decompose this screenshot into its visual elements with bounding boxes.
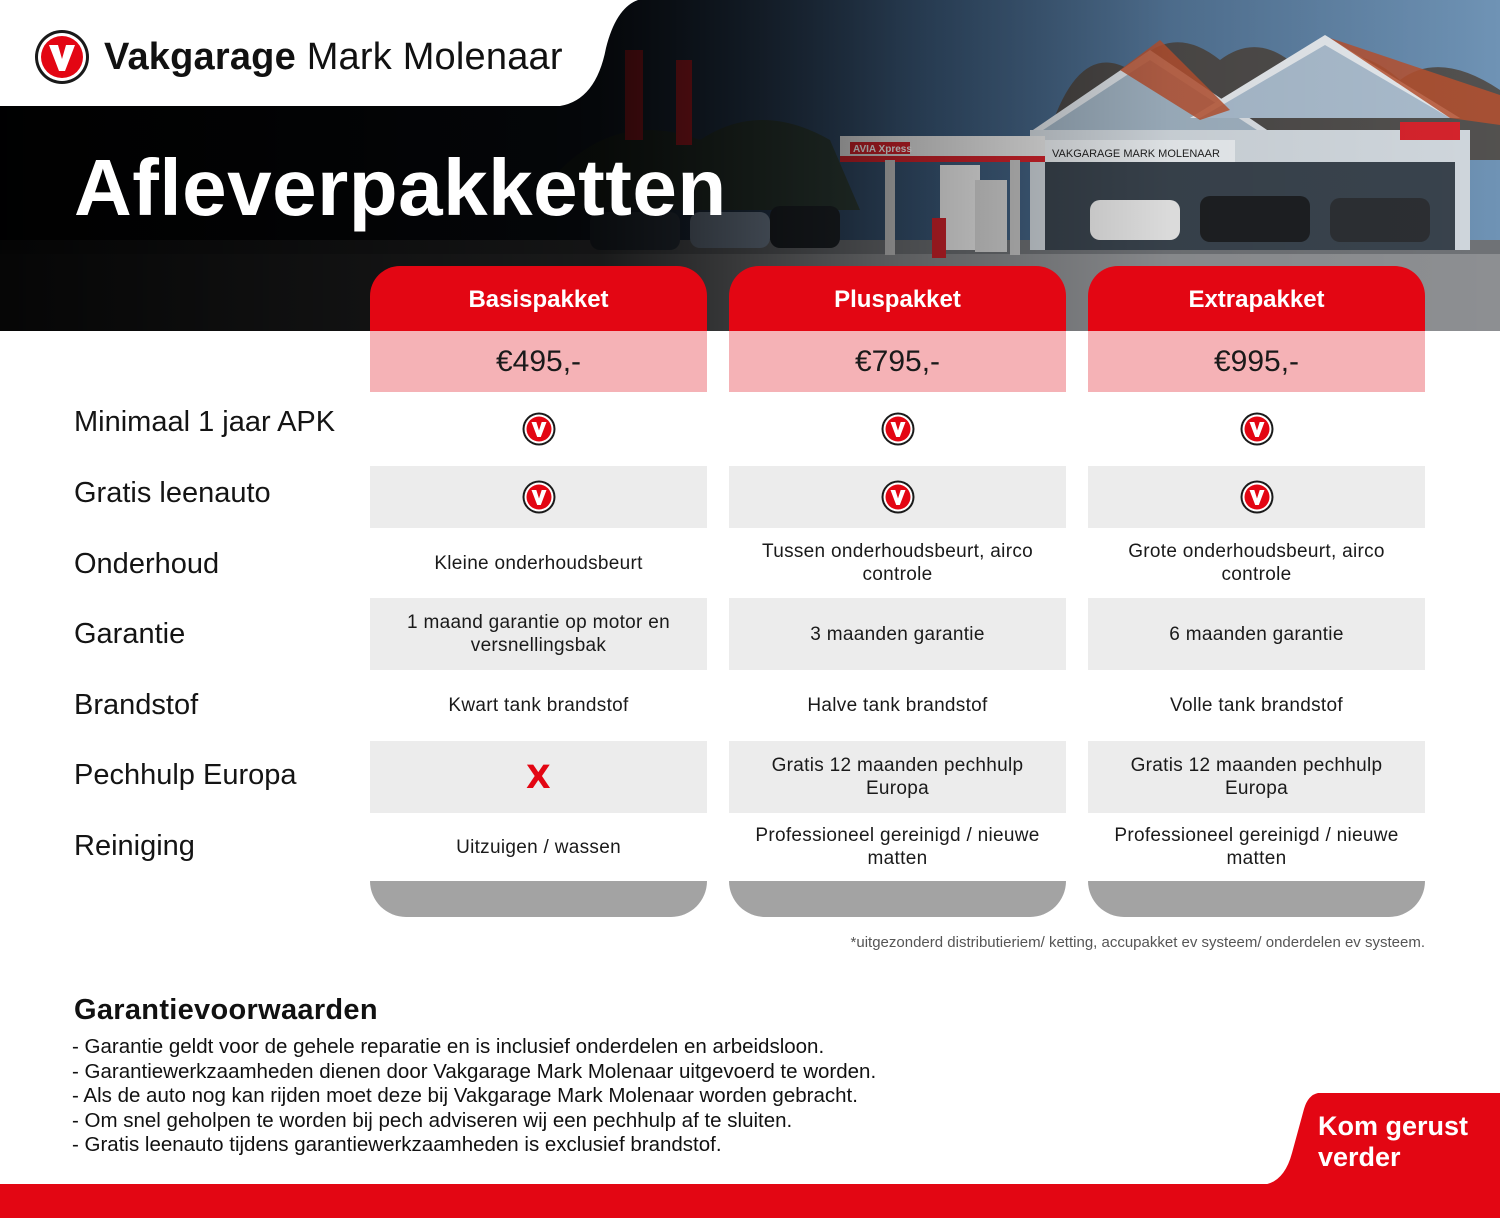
table-cell [1088, 392, 1425, 466]
footer-bar [0, 1184, 1500, 1218]
table-cell [370, 466, 707, 528]
check-icon [522, 480, 556, 514]
cell-text: Uitzuigen / wassen [456, 836, 621, 858]
conditions-list [72, 1035, 876, 1158]
package-footer-cap [1088, 881, 1425, 917]
row-label: Minimaal 1 jaar APK [74, 406, 336, 438]
cell-text: 6 maanden garantie [1169, 623, 1344, 645]
brand-name-bold: Vakgarage [104, 35, 296, 78]
table-cell [1088, 813, 1425, 881]
cell-text: Halve tank brandstof [807, 695, 988, 716]
cta-text [1318, 1111, 1468, 1173]
page-title: Afleverpakketten [74, 143, 727, 232]
table-cell [729, 670, 1066, 741]
cta-badge[interactable] [1262, 1093, 1500, 1185]
table-cell [729, 598, 1066, 670]
cell-text: 3 maanden garantie [810, 623, 985, 645]
table-cell [1088, 741, 1425, 813]
table-cell [1088, 528, 1425, 598]
table-cell [729, 392, 1066, 466]
package-header-3: Extrapakket [1088, 266, 1425, 332]
row-label: Garantie [74, 618, 186, 650]
table-cell [729, 813, 1066, 881]
package-footer-cap [370, 881, 707, 917]
table-cell [1088, 598, 1425, 670]
cross-icon: X [526, 757, 551, 796]
check-icon [1240, 480, 1274, 514]
table-cell [1088, 670, 1425, 741]
condition-item: - Garantiewerkzaamheden dienen door Vakgarage Mark Molenaar uitgevoerd te worden. [72, 1059, 877, 1083]
package-header-1: Basispakket [370, 266, 707, 332]
cta-line-2: verder [1318, 1142, 1401, 1172]
footnote: *uitgezonderd distributieriem/ ketting, accupakket ev systeem/ onderdelen ev systeem. [850, 934, 1425, 951]
cell-text: Professioneel gereinigd / nieuwe matten [755, 825, 1040, 869]
table-cell [370, 392, 707, 466]
cell-text: Tussen onderhoudsbeurt, airco controle [762, 541, 1033, 585]
cell-text: Kleine onderhoudsbeurt [434, 552, 643, 574]
check-icon [522, 412, 556, 446]
cell-text: Gratis 12 maanden pechhulp Europa [771, 755, 1024, 799]
cell-text: 1 maand garantie op motor en versnellingsbak [407, 612, 670, 656]
package-header-2: Pluspakket [729, 266, 1066, 332]
cell-text: Professioneel gereinigd / nieuwe matten [1114, 825, 1399, 869]
table-cell [370, 813, 707, 881]
condition-item: - Gratis leenauto tijdens garantiewerkzaamheden is exclusief brandstof. [72, 1133, 722, 1156]
cell-text: Gratis 12 maanden pechhulp Europa [1130, 755, 1383, 799]
package-price-3: €995,- [1088, 331, 1425, 392]
condition-item: - Garantie geldt voor de gehele reparatie en is inclusief onderdelen en arbeidsloon. [72, 1035, 825, 1058]
table-cell [1088, 466, 1425, 528]
package-price-2: €795,- [729, 331, 1066, 392]
condition-item: - Als de auto nog kan rijden moet deze bij Vakgarage Mark Molenaar worden gebracht. [72, 1084, 858, 1107]
brand-name-regular: Mark Molenaar [306, 35, 563, 78]
package-footer-cap [729, 881, 1066, 917]
table-cell [370, 598, 707, 670]
conditions-title: Garantievoorwaarden [74, 994, 378, 1026]
cell-text: Grote onderhoudsbeurt, airco controle [1128, 541, 1385, 585]
table-cell [370, 741, 707, 813]
row-label: Onderhoud [74, 548, 220, 580]
row-label: Gratis leenauto [74, 477, 271, 509]
vakgarage-logo-icon [34, 29, 90, 85]
check-icon [881, 480, 915, 514]
table-cell [370, 528, 707, 598]
row-label: Reiniging [74, 830, 195, 862]
table-cell [729, 741, 1066, 813]
brand-logo[interactable] [34, 28, 563, 86]
check-icon [1240, 412, 1274, 446]
cell-text: Kwart tank brandstof [448, 695, 629, 716]
cell-text: Volle tank brandstof [1170, 695, 1343, 716]
condition-item: - Om snel geholpen te worden bij pech adviseren wij een pechhulp af te sluiten. [72, 1108, 793, 1132]
row-label: Brandstof [74, 689, 199, 721]
cta-line-1: Kom gerust [1318, 1111, 1469, 1141]
table-cell [729, 466, 1066, 528]
row-label: Pechhulp Europa [74, 759, 297, 791]
package-price-1: €495,- [370, 331, 707, 392]
table-cell [729, 528, 1066, 598]
brand-name [104, 36, 563, 79]
table-cell [370, 670, 707, 741]
check-icon [881, 412, 915, 446]
